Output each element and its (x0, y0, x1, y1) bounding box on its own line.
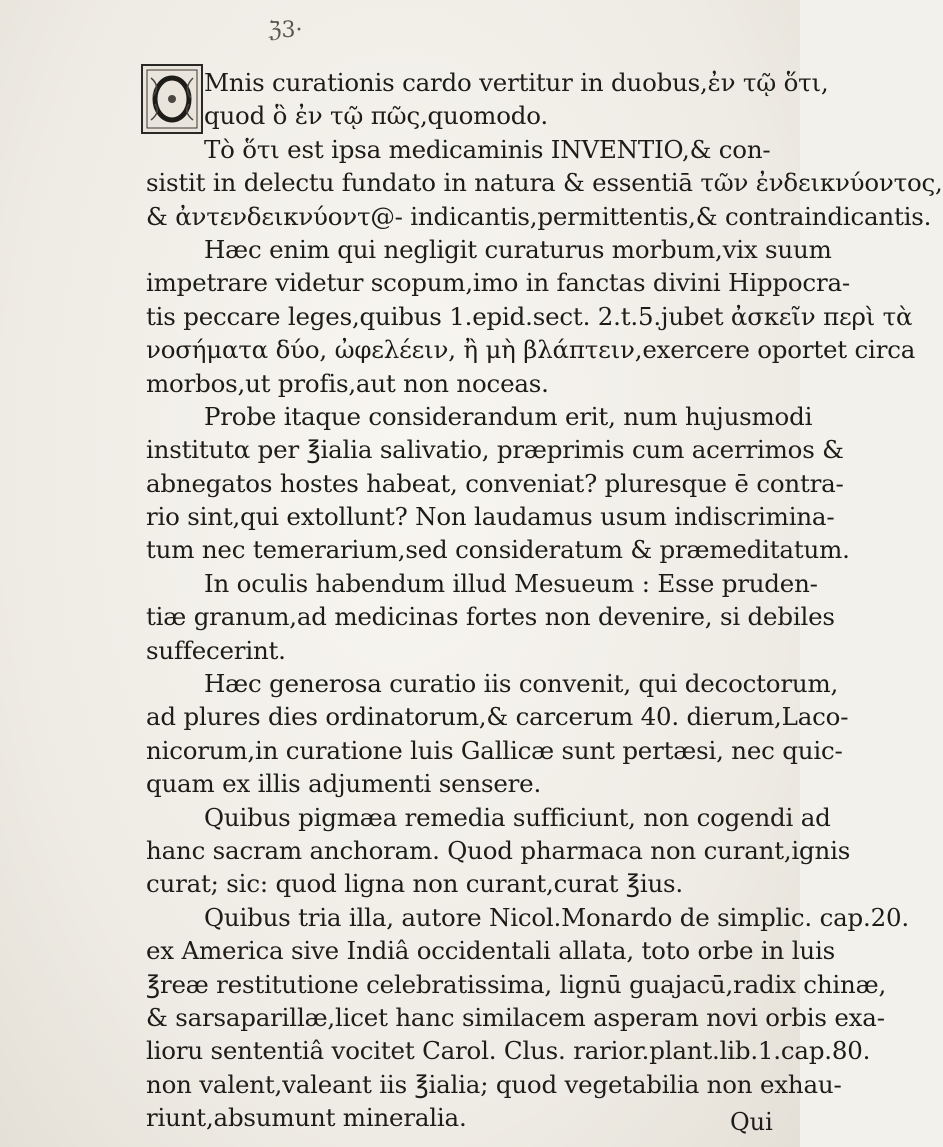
text-line: In oculis habendum illud Mesueum : Esse pruden- (204, 568, 818, 598)
text-line: riunt,absumunt mineralia. (146, 1103, 467, 1133)
text-line: Mnis curationis cardo vertitur in duobus,ἐν τῷ ὅτι, (204, 68, 829, 97)
text-line: & sarsaparillæ,licet hanc similacem asperam novi orbis exa- (146, 1002, 885, 1032)
text-line: ℥reæ restitutione celebratissima, lignū guajacū,radix chinæ, (146, 969, 887, 999)
text-line: impetrare videtur scopum,imo in fanctas divini Hippocra- (146, 268, 850, 298)
text-line: ad plures dies ordinatorum,& carcerum 40. dierum,Laco- (146, 702, 849, 732)
text-line: nicorum,in curatione luis Gallicæ sunt pertæsi, nec quic- (146, 735, 843, 765)
text-line: Quibus tria illa, autore Nicol.Monardo de simplic. cap.20. (204, 902, 909, 932)
text-line: lioru sententiâ vocitet Carol. Clus. rarior.plant.lib.1.cap.80. (146, 1036, 871, 1066)
text-line: tum nec temerarium,sed consideratum & præmeditatum. (146, 535, 850, 565)
text-line: quam ex illis adjumenti senserе. (146, 769, 542, 799)
text-line: quod ὃ ἐν τῷ πῶς,quomodo. (204, 101, 548, 131)
text-line: non valent,valeant iis ℥ialia; quod vegetabilia non exhau- (146, 1069, 842, 1099)
text-line: sistit in delectu fundato in natura & essentiā τῶν ἐνδεικνύοντος, (146, 168, 943, 198)
text-line: & ἀντενδεικνύοντ@- indicantis,permittentis,& contraindicantis. (146, 201, 932, 231)
text-line: suffecerint. (146, 635, 286, 665)
text-line: Hæc generosa curatio iis convenit, qui decoctorum, (204, 669, 839, 699)
text-line: Τὸ ὅτι est ipsa medicaminis INVENTIO,& con- (204, 134, 771, 164)
text-line: Quibus pigmæa remedia sufficiunt, non cogendi ad (204, 802, 831, 832)
text-line: morbos,ut profis,aut non noceas. (146, 368, 549, 398)
text-line: abnegatos hostes habeat, conveniat? pluresque ē contra- (146, 468, 844, 498)
catchword: Qui (730, 1108, 773, 1136)
text-line: ex America sive Indiâ occidentali allata, toto orbe in luis (146, 936, 835, 966)
text-line: Probe itaque considerandum erit, num hujusmodi (204, 401, 813, 431)
text-line: hanc sacram anchoram. Quod pharmaca non curant,ignis (146, 835, 851, 865)
body-text (146, 66, 943, 1135)
text-line: curat; sic: quod ligna non curant,curat ℥ius. (146, 869, 683, 899)
text-line: νοσήματα δύο, ὠφελέειν, ἢ μὴ βλάπτειν,exercere oportet circa (146, 335, 916, 365)
text-line: tiæ granum,ad medicinas fortes non devenire, si debiles (146, 602, 835, 632)
text-line: Hæc enim qui negligit curaturus morbum,vix suum (204, 234, 832, 264)
text-line: institutα per ℥ialia salivatio, præprimis cum acerrimos & (146, 435, 844, 465)
text-line: rio sint,qui extollunt? Non laudamus usum indiscrimina- (146, 502, 835, 532)
page-number: ℨ3· (268, 18, 303, 43)
text-line: tis peccare leges,quibus 1.epid.sect. 2.t.5.jubet ἀσκεῖν περὶ τὰ (146, 301, 913, 331)
